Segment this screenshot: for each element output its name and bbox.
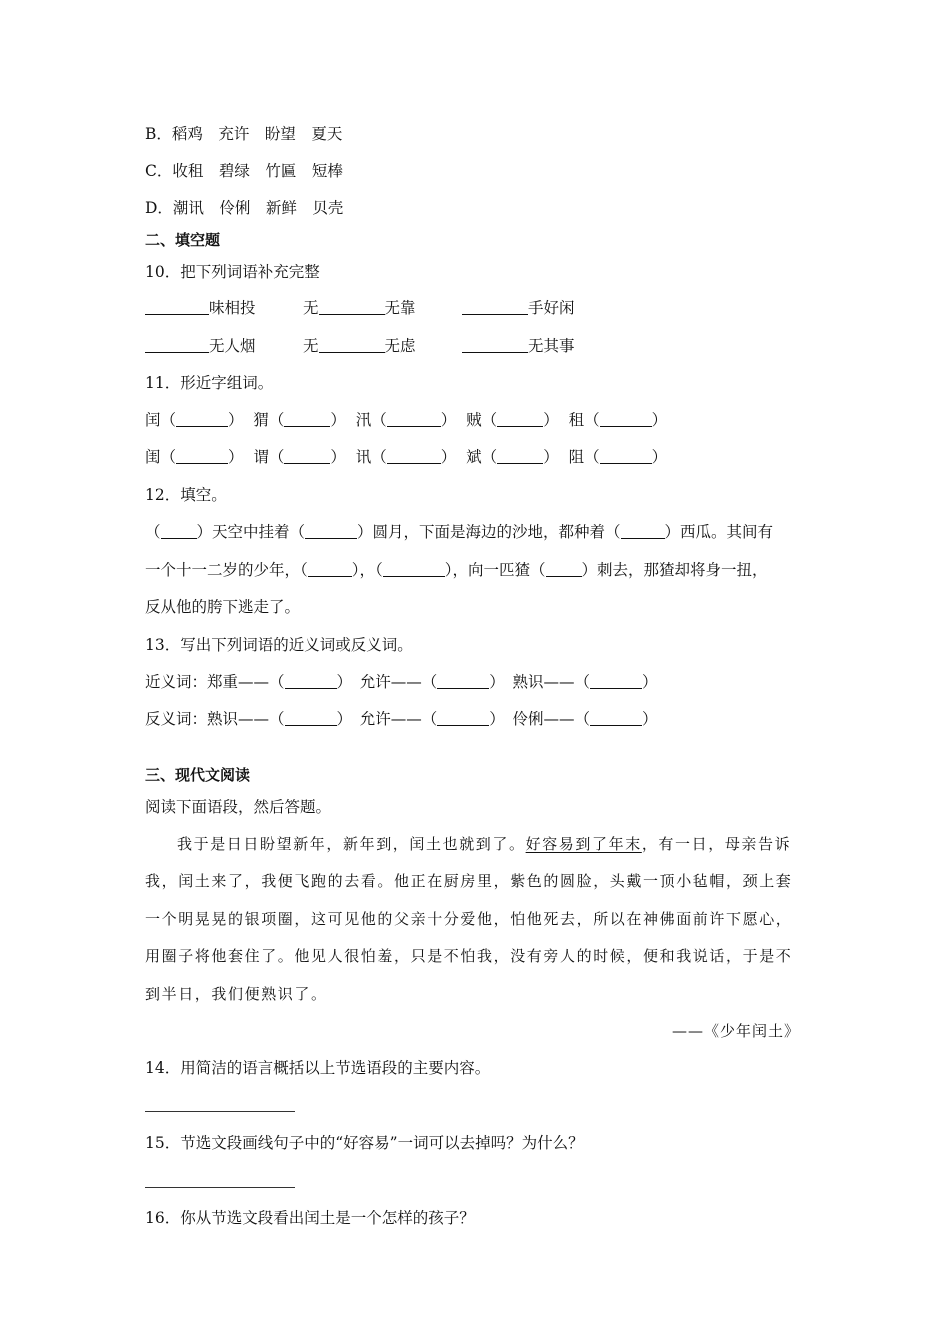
answer-blank[interactable] <box>161 522 197 539</box>
answer-blank[interactable] <box>387 410 441 427</box>
q10-item-1: 味相投 <box>145 298 256 318</box>
q12-line-2: 一个十一二岁的少年，（ ），（ ），向一匹猹（ ）刺去，那猹却将身一扭， <box>145 561 768 579</box>
question-10: 10．把下列词语补充完整 <box>145 263 320 281</box>
answer-blank[interactable] <box>497 447 543 464</box>
answer-blank[interactable] <box>546 560 582 577</box>
passage-line-4: 用圈子将他套住了。他见人很怕羞，只是不怕我，没有旁人的时候，便和我说话，于是不 <box>145 947 793 965</box>
answer-line-15[interactable] <box>145 1187 295 1188</box>
answer-line-14[interactable] <box>145 1111 295 1112</box>
reading-intro: 阅读下面语段，然后答题。 <box>145 798 332 816</box>
question-16: 16．你从节选文段看出闰土是一个怎样的孩子？ <box>145 1209 475 1227</box>
passage-line-5: 到半日，我们便熟识了。 <box>145 985 328 1003</box>
q10-item-4: 无人烟 <box>145 336 256 356</box>
answer-blank[interactable] <box>284 447 330 464</box>
answer-blank[interactable] <box>285 709 337 726</box>
question-13: 13．写出下列词语的近义词或反义词。 <box>145 636 413 654</box>
q12-line-3: 反从他的胯下逃走了。 <box>145 598 301 616</box>
q10-item-5: 无 无虑 <box>303 337 416 355</box>
q10-item-3: 手好闲 <box>462 298 575 318</box>
question-15: 15．节选文段画线句子中的“好容易”一词可以去掉吗？为什么？ <box>145 1134 584 1152</box>
question-12: 12．填空。 <box>145 486 227 504</box>
option-c: C．收租 碧绿 竹匾 短棒 <box>145 162 343 180</box>
option-d: D．潮讯 伶俐 新鲜 贝壳 <box>145 199 344 217</box>
answer-blank[interactable] <box>621 522 665 539</box>
answer-blank[interactable] <box>387 447 441 464</box>
answer-blank[interactable] <box>600 447 652 464</box>
answer-blank[interactable] <box>383 560 445 577</box>
answer-blank[interactable] <box>145 298 209 315</box>
section-title-fill-blank: 二、填空题 <box>145 231 221 249</box>
answer-blank[interactable] <box>462 298 528 315</box>
answer-blank[interactable] <box>176 447 228 464</box>
answer-blank[interactable] <box>176 410 228 427</box>
q13-synonyms-row: 近义词：郑重——（ ） 允许——（ ） 熟识——（ ） <box>145 673 658 691</box>
underlined-sentence: 好容易到了年末 <box>525 835 642 853</box>
q11-row-2: 闺（ ） 谓（ ） 讯（ ） 斌（ ） 阻（ ） <box>145 448 668 466</box>
answer-blank[interactable] <box>590 672 642 689</box>
q10-item-6: 无其事 <box>462 336 575 356</box>
answer-blank[interactable] <box>145 336 209 353</box>
answer-blank[interactable] <box>319 336 385 353</box>
answer-blank[interactable] <box>437 672 489 689</box>
passage-line-2: 我，闰土来了，我便飞跑的去看。他正在厨房里，紫色的圆脸，头戴一顶小毡帽，颈上套 <box>145 872 793 890</box>
answer-blank[interactable] <box>284 410 330 427</box>
answer-blank[interactable] <box>308 560 352 577</box>
section-title-reading: 三、现代文阅读 <box>145 766 251 784</box>
answer-blank[interactable] <box>462 336 528 353</box>
answer-blank[interactable] <box>319 298 385 315</box>
answer-blank[interactable] <box>600 410 652 427</box>
option-b: B．稻鸡 充许 盼望 夏天 <box>145 125 343 143</box>
answer-blank[interactable] <box>285 672 337 689</box>
passage-line-1: 我于是日日盼望新年，新年到，闰土也就到了。好容易到了年末，有一日，母亲告诉 <box>177 835 792 853</box>
answer-blank[interactable] <box>437 709 489 726</box>
question-14: 14．用简洁的语言概括以上节选语段的主要内容。 <box>145 1059 491 1077</box>
answer-blank[interactable] <box>497 410 543 427</box>
passage-source: ——《少年闰土》 <box>672 1022 801 1040</box>
q11-row-1: 闰（ ） 猬（ ） 汛（ ） 贼（ ） 租（ ） <box>145 411 668 429</box>
answer-blank[interactable] <box>305 522 357 539</box>
q13-antonyms-row: 反义词：熟识——（ ） 允许——（ ） 伶俐——（ ） <box>145 710 658 728</box>
question-11: 11．形近字组词。 <box>145 374 274 392</box>
q12-line-1: （ ）天空中挂着（ ）圆月，下面是海边的沙地，都种着（ ）西瓜。其间有 <box>145 523 774 541</box>
answer-blank[interactable] <box>590 709 642 726</box>
passage-line-3: 一个明晃晃的银项圈，这可见他的父亲十分爱他，怕他死去，所以在神佛面前许下愿心， <box>145 910 793 928</box>
q10-item-2: 无 无靠 <box>303 299 416 317</box>
